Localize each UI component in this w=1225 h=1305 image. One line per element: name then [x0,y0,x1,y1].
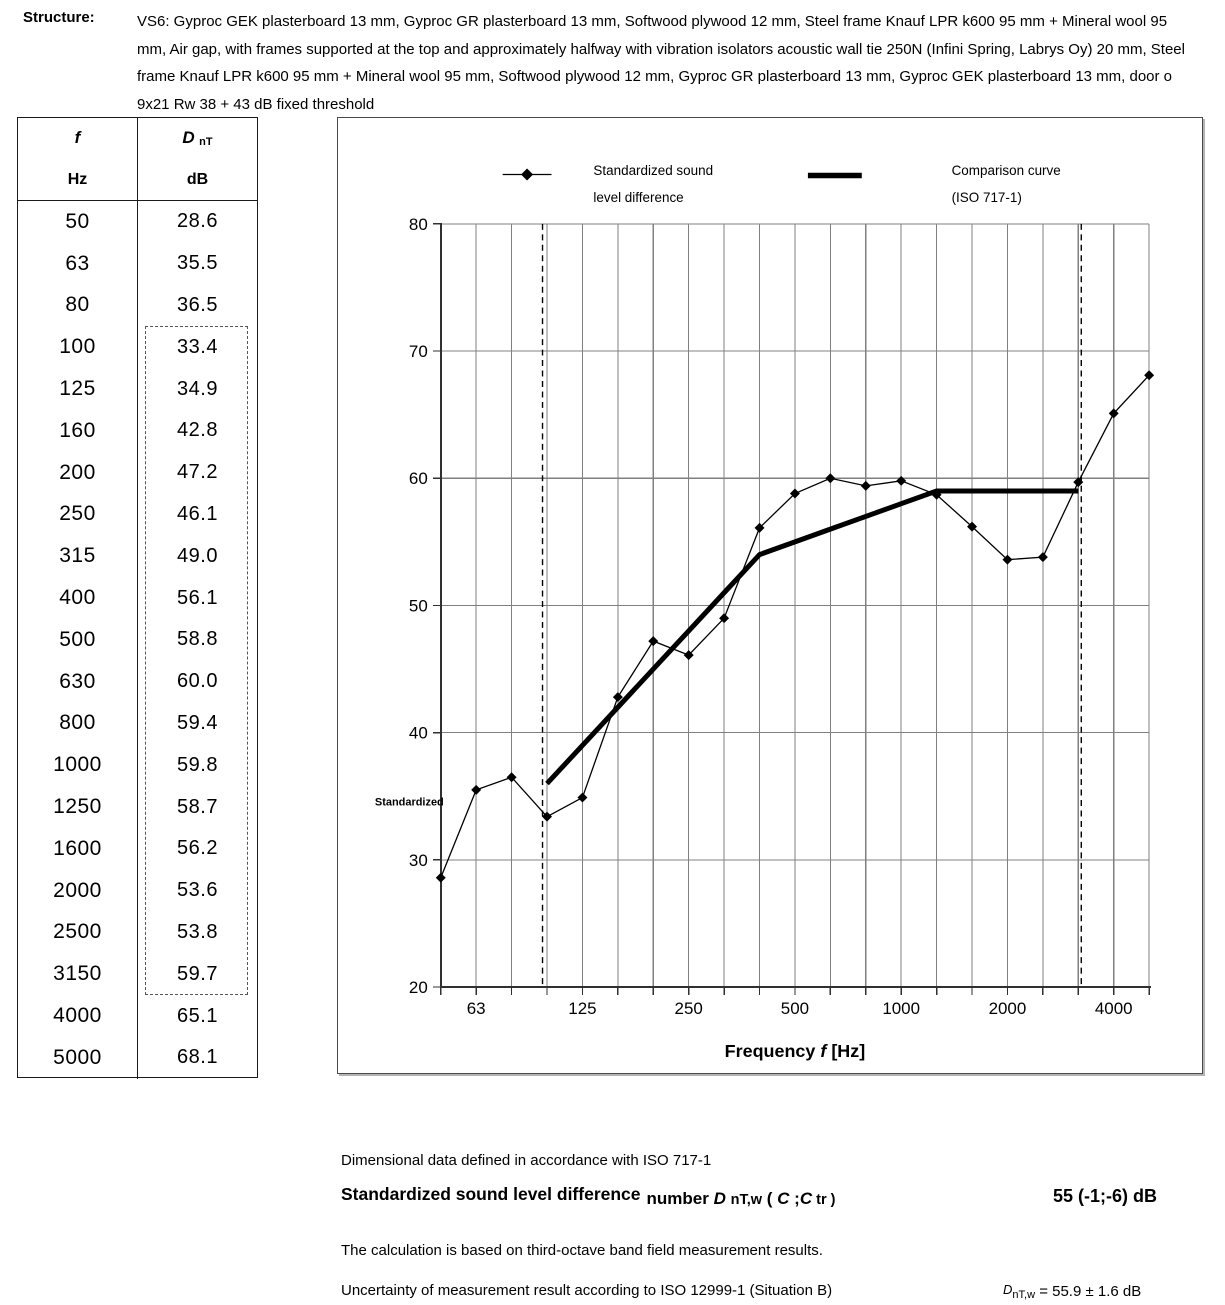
chart-figure [337,117,1203,1074]
table-row [18,368,257,410]
level-cell: 56.2 [177,837,218,860]
svg-text:Comparison curve: Comparison curve [951,162,1061,178]
freq-unit: Hz [67,171,88,188]
freq-table-header [18,118,257,201]
freq-cell: 800 [18,703,138,745]
level-symbol: D nT [182,128,213,148]
svg-text:60: 60 [408,469,428,489]
table-row [18,661,257,703]
sound-level-chart [338,118,1202,1073]
freq-cell: 200 [18,452,138,494]
level-cell: 35.5 [177,252,218,275]
svg-text:50: 50 [408,596,428,616]
table-row [18,494,257,536]
y-axis-title-partial: Standardized [374,796,444,809]
level-cell: 59.8 [177,753,218,776]
freq-cell: 1000 [18,744,138,786]
table-row [18,410,257,452]
data-point-diamond [471,785,481,795]
table-row [18,828,257,870]
level-cell: 68.1 [177,1046,218,1069]
freq-cell: 5000 [18,1037,138,1079]
freq-table-rows [18,201,257,1079]
level-cell: 34.9 [177,377,218,400]
freq-cell: 4000 [18,995,138,1037]
level-cell: 33.4 [177,335,218,358]
freq-cell: 1250 [18,786,138,828]
uncertainty-value: DnT,w = 55.9 ± 1.6 dB [1003,1282,1142,1301]
level-cell: 49.0 [177,544,218,567]
table-row [18,535,257,577]
table-row [18,243,257,285]
level-cell: 59.7 [177,962,218,985]
result-value: 55 (-1;-6) dB [1052,1186,1157,1206]
svg-text:level difference: level difference [593,189,684,205]
svg-text:500: 500 [780,999,810,1019]
table-row [18,577,257,619]
freq-cell: 63 [18,243,138,285]
chart-legend [503,163,1061,205]
freq-cell: 315 [18,535,138,577]
result-symbol: number D nT,w ( C ;C tr ) [646,1189,836,1208]
svg-text:80: 80 [408,214,428,234]
freq-cell: 160 [18,410,138,452]
svg-text:20: 20 [408,978,428,998]
svg-text:70: 70 [408,342,428,362]
freq-cell: 2500 [18,912,138,954]
svg-text:63: 63 [466,999,486,1019]
table-row [18,786,257,828]
svg-text:125: 125 [568,999,597,1019]
svg-text:250: 250 [674,999,703,1019]
dimensional-note: Dimensional data defined in accordance with ISO 717-1 [341,1152,712,1169]
calculation-note: The calculation is based on third-octave band field measurement results. [341,1242,823,1259]
table-row [18,619,257,661]
data-point-diamond [436,873,446,883]
level-cell: 59.4 [177,711,218,734]
level-cell: 65.1 [177,1004,218,1027]
data-point-diamond [825,473,835,483]
freq-cell: 1600 [18,828,138,870]
table-row [18,326,257,368]
uncertainty-note: Uncertainty of measurement result according to ISO 12999-1 (Situation B) [341,1282,833,1299]
result-line [341,1184,1157,1212]
svg-text:(ISO 717-1): (ISO 717-1) [951,189,1022,205]
comparison-curve [547,491,1078,784]
svg-text:1000: 1000 [882,999,921,1019]
level-unit: dB [186,171,209,188]
level-cell: 58.8 [177,628,218,651]
freq-cell: 80 [18,285,138,327]
freq-cell: 50 [18,201,138,243]
level-cell: 42.8 [177,419,218,442]
level-column-header [138,118,257,200]
freq-cell: 630 [18,661,138,703]
data-point-diamond [861,481,871,491]
svg-text:40: 40 [408,723,428,743]
svg-text:Standardized sound: Standardized sound [593,162,714,178]
svg-text:2000: 2000 [988,999,1027,1019]
table-row [18,912,257,954]
level-cell: 46.1 [177,502,218,525]
table-row [18,995,257,1037]
level-cell: 60.0 [177,670,218,693]
table-row [18,1037,257,1079]
level-cell: 53.6 [177,879,218,902]
structure-text: VS6: Gyproc GEK plasterboard 13 mm, Gyproc GR plasterboard 13 mm, Softwood plywood 12 mm, Steel frame Knauf LPR k600 95 mm + Mineral wool 95 mm, Air gap, with frames supported at the top and approximately halfway with vibration isolators acoustic wall tie 250N (Infini Spring, Labrys Oy) 20 mm, Steel frame Knauf LPR k600 95 mm + Mineral wool 95 mm, Softwood plywood 12 mm, Gyproc GR plasterboard 13 mm, Gyproc GEK plasterboard 13 mm, door o 9x21 Rw 38 + 43 dB fixed threshold [137,13,1185,113]
chart-gridlines [441,224,1149,987]
table-row [18,201,257,243]
table-row [18,953,257,995]
y-axis-labels [409,215,428,997]
freq-symbol: f [74,128,81,147]
level-cell: 28.6 [177,210,218,233]
freq-cell: 400 [18,577,138,619]
freq-cell: 125 [18,368,138,410]
result-label: Standardized sound level difference [341,1184,641,1204]
freq-cell: 3150 [18,953,138,995]
level-cell: 56.1 [177,586,218,609]
level-cell: 47.2 [177,461,218,484]
table-row [18,285,257,327]
table-row [18,452,257,494]
freq-cell: 250 [18,494,138,536]
freq-cell: 500 [18,619,138,661]
svg-text:4000: 4000 [1094,999,1133,1019]
freq-cell: 100 [18,326,138,368]
freq-table [17,117,258,1078]
data-point-diamond [577,793,587,803]
level-cell: 58.7 [177,795,218,818]
freq-cell: 2000 [18,870,138,912]
freq-column-header [18,118,138,200]
legend-diamond-icon [521,168,533,180]
level-cell: 53.8 [177,920,218,943]
data-point-diamond [648,636,658,646]
data-point-diamond [896,476,906,486]
uncertainty-line [341,1282,1165,1300]
svg-text:30: 30 [408,850,428,870]
table-row [18,870,257,912]
structure-label: Structure: [23,9,95,26]
table-row [18,703,257,745]
level-cell: 36.5 [177,293,218,316]
x-axis-title: Frequency f [Hz] [724,1040,866,1061]
data-point-diamond [1038,552,1048,562]
table-row [18,744,257,786]
x-axis-labels [467,999,1133,1018]
